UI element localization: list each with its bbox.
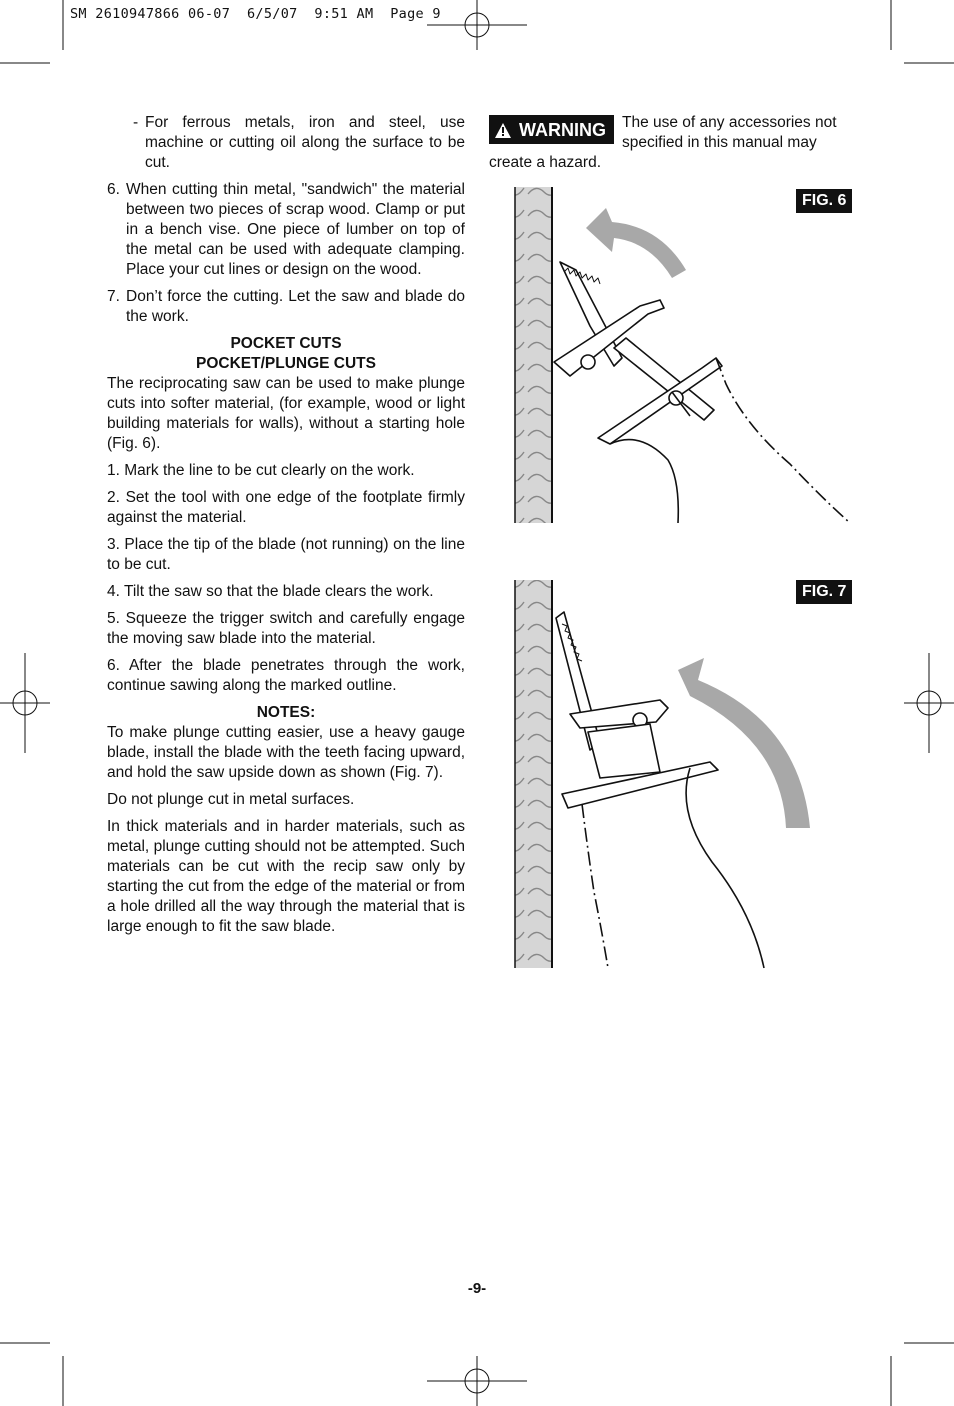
notes-heading: NOTES: [256, 704, 316, 721]
registration-mark-left [0, 653, 50, 753]
wall-section [515, 187, 552, 523]
section-heading-plunge-cuts: POCKET/PLUNGE CUTS [196, 355, 376, 372]
wall-section [515, 580, 552, 968]
print-slug: SM 2610947866 06-07 6/5/07 9:51 AM Page 9 [70, 6, 441, 22]
note-2: Do not plunge cut in metal surfaces. [107, 791, 355, 808]
registration-mark-bottom [427, 1356, 527, 1406]
step-1: 1. Mark the line to be cut clearly on the work. [107, 462, 415, 479]
warning-triangle-icon [495, 123, 511, 138]
section-heading-pocket-cuts: POCKET CUTS [230, 335, 342, 352]
list-text: For ferrous metals, iron and steel, use machine or cutting oil along the surface to be cut. [145, 114, 465, 171]
page-number: -9- [467, 1280, 487, 1297]
list-item-7 [107, 287, 465, 327]
reciprocating-saw [554, 262, 850, 523]
warning-label: WARNING [519, 120, 606, 140]
fig-6-illustration [490, 180, 850, 530]
list-text: When cutting thin metal, "sandwich" the material between two pieces of scrap wood. Clamp or put in a bench vise. One piece of lumber on top of the metal can be used with adequate clamping. Place your cut lines or design on the wood. [126, 181, 465, 278]
step-4: 4. Tilt the saw so that the blade clears the work. [107, 583, 434, 600]
note-3: In thick materials and in harder materials, such as metal, plunge cutting should not be attempted. Such materials can be cut with the recip saw only by starting the cut from the edge of the material or from a hole drilled all the way through the material that is large enough to fit the saw blade. [107, 818, 465, 935]
rotation-arrow [678, 658, 810, 828]
fig-6-label: FIG. 6 [796, 189, 852, 213]
left-column [107, 113, 465, 944]
registration-mark-top [427, 0, 527, 50]
rotation-arrow [586, 208, 686, 278]
list-number: 6. [107, 181, 120, 198]
warning-badge [489, 115, 614, 144]
intro-paragraph: The reciprocating saw can be used to make plunge cuts into softer material, (for example, wood or light building materials for walls), without a starting hole (Fig. 6). [107, 375, 465, 452]
fig-7-illustration [490, 572, 850, 972]
ferrous-metals-item [107, 113, 465, 173]
step-6: 6. After the blade penetrates through the work, continue sawing along the marked outline. [107, 657, 465, 694]
reciprocating-saw [556, 612, 764, 968]
note-1: To make plunge cutting easier, use a heavy gauge blade, install the blade with the teeth facing upward, and hold the saw upside down as shown (Fig. 7). [107, 724, 465, 781]
warning-block [489, 113, 847, 173]
step-3: 3. Place the tip of the blade (not running) on the line to be cut. [107, 536, 465, 573]
step-5: 5. Squeeze the trigger switch and carefully engage the moving saw blade into the material. [107, 610, 465, 647]
warning-text: The use of any accessories not specified in this manual may create a hazard. [489, 114, 837, 171]
registration-mark-right [904, 653, 954, 753]
list-number: 7. [107, 288, 120, 305]
list-marker: - [133, 114, 139, 131]
fig-7-label: FIG. 7 [796, 580, 852, 604]
list-item-6 [107, 180, 465, 280]
list-text: Don’t force the cutting. Let the saw and blade do the work. [126, 288, 465, 325]
step-2: 2. Set the tool with one edge of the footplate firmly against the material. [107, 489, 465, 526]
